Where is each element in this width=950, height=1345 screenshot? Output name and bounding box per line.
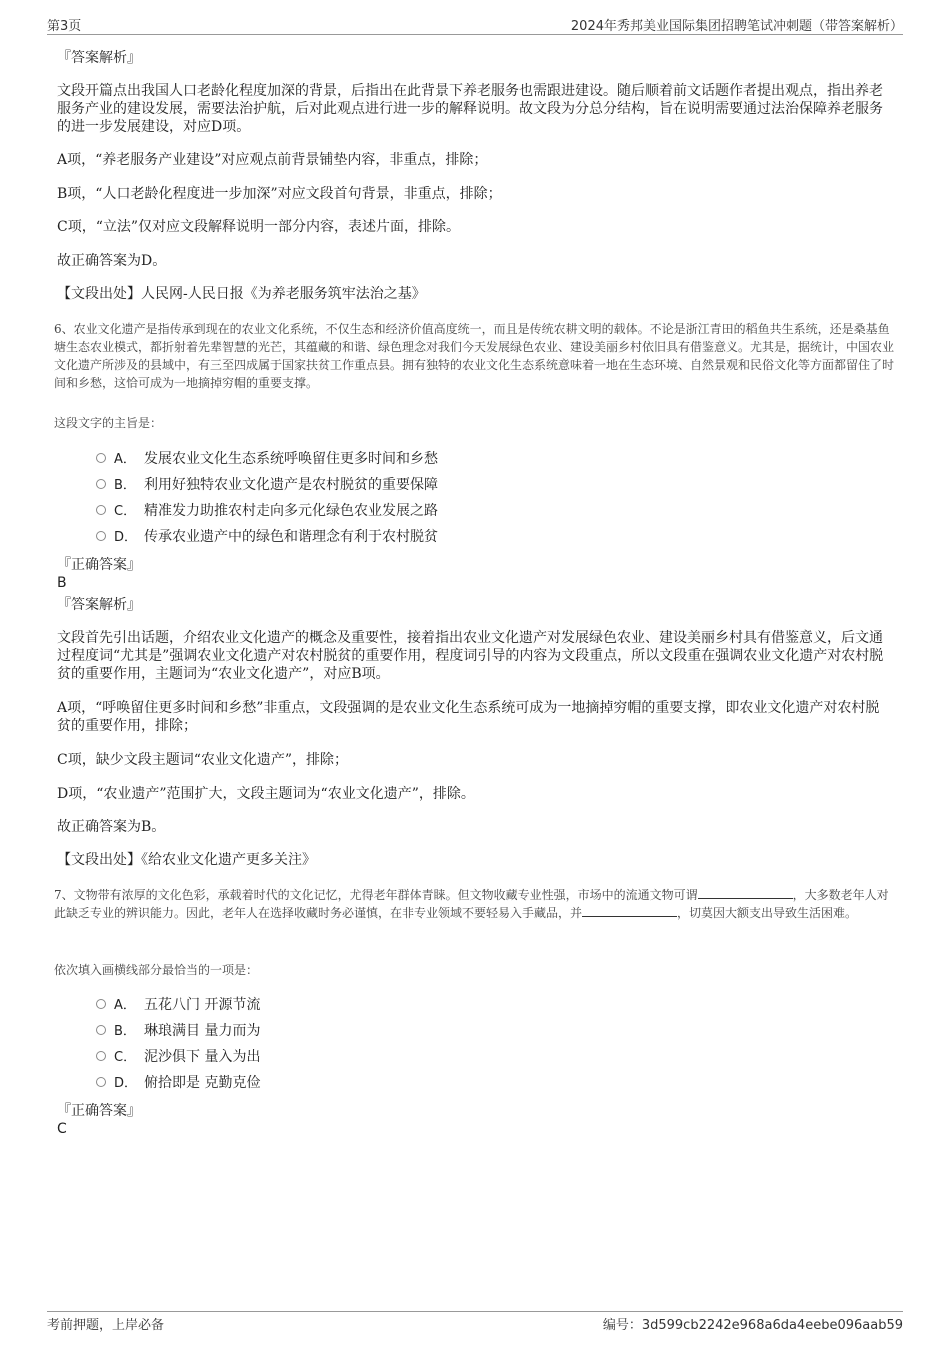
question-7-option-c[interactable]: C． 泥沙俱下 量入为出 — [96, 1047, 260, 1067]
correct-answer-label: 『正确答案』 — [57, 1103, 141, 1119]
analysis-option-b: B项，“人口老龄化程度进一步加深”对应文段首句背景，非重点，排除； — [57, 186, 502, 202]
fill-blank-1 — [698, 886, 793, 899]
question-7-option-d[interactable]: D． 俯拾即是 克勤克俭 — [96, 1073, 260, 1093]
analysis-option-c: C项，“立法”仅对应文段解释说明一部分内容，表述片面，排除。 — [57, 219, 461, 235]
page-header — [47, 14, 903, 35]
radio-icon[interactable] — [96, 1051, 106, 1061]
radio-icon[interactable] — [96, 999, 106, 1009]
radio-icon[interactable] — [96, 453, 106, 463]
radio-icon[interactable] — [96, 1025, 106, 1035]
analysis-option-a: A项，“呼唤留住更多时间和乡愁”非重点，文段强调的是农业文化生态系统可成为一地摘掉穷帽的重要支撑，即农业文化遗产对农村脱贫的重要作用，排除； — [57, 700, 880, 734]
source-citation: 【文段出处】人民网-人民日报《为养老服务筑牢法治之基》 — [57, 286, 426, 302]
analysis-text: 文段首先引出话题，介绍农业文化遗产的概念及重要性，接着指出农业文化遗产对发展绿色农业、建设美丽乡村具有借鉴意义，后文通过程度词“尤其是”强调农业文化遗产对农村脱贫的重要作用，程度词引导的内容为文段重点，所以文段重在强调农业文化遗产对农村脱贫的重要作用，主题词为“农业文化遗产”，对应B项。 — [57, 630, 884, 682]
document-code: 编号：3d599cb2242e968a6da4eebe096aab59 — [602, 1318, 903, 1333]
question-7-option-a[interactable]: A． 五花八门 开源节流 — [96, 995, 260, 1015]
analysis-label: 『答案解析』 — [57, 50, 141, 66]
question-6-option-d[interactable]: D． 传承农业遗产中的绿色和谐理念有利于农村脱贫 — [96, 527, 438, 547]
radio-icon[interactable] — [96, 531, 106, 541]
question-7-stem: 7、文物带有浓厚的文化色彩，承载着时代的文化记忆，尤得老年群体青睐。但文物收藏专业性强，市场中的流通文物可谓 ，大多数老年人对此缺乏专业的辨识能力。因此，老年人在选择收藏时务必谨慎，在非专业领域不要轻易入手藏品，并 ，切莫因大额支出导致生活困难。 — [54, 888, 889, 920]
question-7-option-b[interactable]: B． 琳琅满目 量力而为 — [96, 1021, 260, 1041]
analysis-option-c: C项，缺少文段主题词“农业文化遗产”，排除； — [57, 752, 349, 768]
question-7-prompt: 依次填入画横线部分最恰当的一项是： — [54, 963, 259, 977]
document-title: 2024年秀邦美业国际集团招聘笔试冲刺题（带答案解析） — [570, 19, 903, 34]
radio-icon[interactable] — [96, 505, 106, 515]
question-6-option-a[interactable]: A． 发展农业文化生态系统呼唤留住更多时间和乡愁 — [96, 449, 438, 469]
analysis-label: 『答案解析』 — [57, 597, 141, 613]
question-6-stem: 6、农业文化遗产是指传承到现在的农业文化系统，不仅生态和经济价值高度统一，而且是传统农耕文明的载体。不论是浙江青田的稻鱼共生系统，还是桑基鱼塘生态农业模式，都折射着先辈智慧的光芒，其蕴藏的和谐、绿色理念对我们今天发展绿色农业、建设美丽乡村依旧具有借鉴意义。尤其是，据统计，中国农业文化遗产所涉及的县域中，有三至四成属于国家扶贫工作重点县。拥有独特的农业文化生态系统意味着一地在生态环境、自然景观和民俗文化等方面都留住了时间和乡愁，这恰可成为一地摘掉穷帽的重要支撑。 — [54, 322, 895, 390]
source-citation: 【文段出处】《给农业文化遗产更多关注》 — [57, 852, 316, 868]
question-6-option-b[interactable]: B． 利用好独特农业文化遗产是农村脱贫的重要保障 — [96, 475, 438, 495]
analysis-conclusion: 故正确答案为D。 — [57, 253, 167, 269]
footer-slogan: 考前押题，上岸必备 — [47, 1318, 165, 1333]
question-6-option-c[interactable]: C． 精准发力助推农村走向多元化绿色农业发展之路 — [96, 501, 438, 521]
correct-answer: C — [57, 1121, 67, 1137]
correct-answer-label: 『正确答案』 — [57, 557, 141, 573]
correct-answer: B — [57, 575, 67, 591]
page-number: 第3页 — [47, 19, 82, 34]
radio-icon[interactable] — [96, 1077, 106, 1087]
analysis-option-a: A项，“养老服务产业建设”对应观点前背景铺垫内容，非重点，排除； — [57, 152, 488, 168]
analysis-conclusion: 故正确答案为B。 — [57, 819, 166, 835]
radio-icon[interactable] — [96, 479, 106, 489]
fill-blank-2 — [582, 904, 677, 917]
analysis-option-d: D项，“农业遗产”范围扩大，文段主题词为“农业文化遗产”，排除。 — [57, 786, 475, 802]
page-footer — [47, 1311, 903, 1336]
analysis-text: 文段开篇点出我国人口老龄化程度加深的背景，后指出在此背景下养老服务也需跟进建设。随后顺着前文话题作者提出观点，指出养老服务产业的建设发展，需要法治护航，后对此观点进行进一步的解释说明。故文段为分总分结构，旨在说明需要通过法治保障养老服务的进一步发展建设，对应D项。 — [57, 83, 883, 135]
question-6-prompt: 这段文字的主旨是： — [54, 416, 163, 430]
